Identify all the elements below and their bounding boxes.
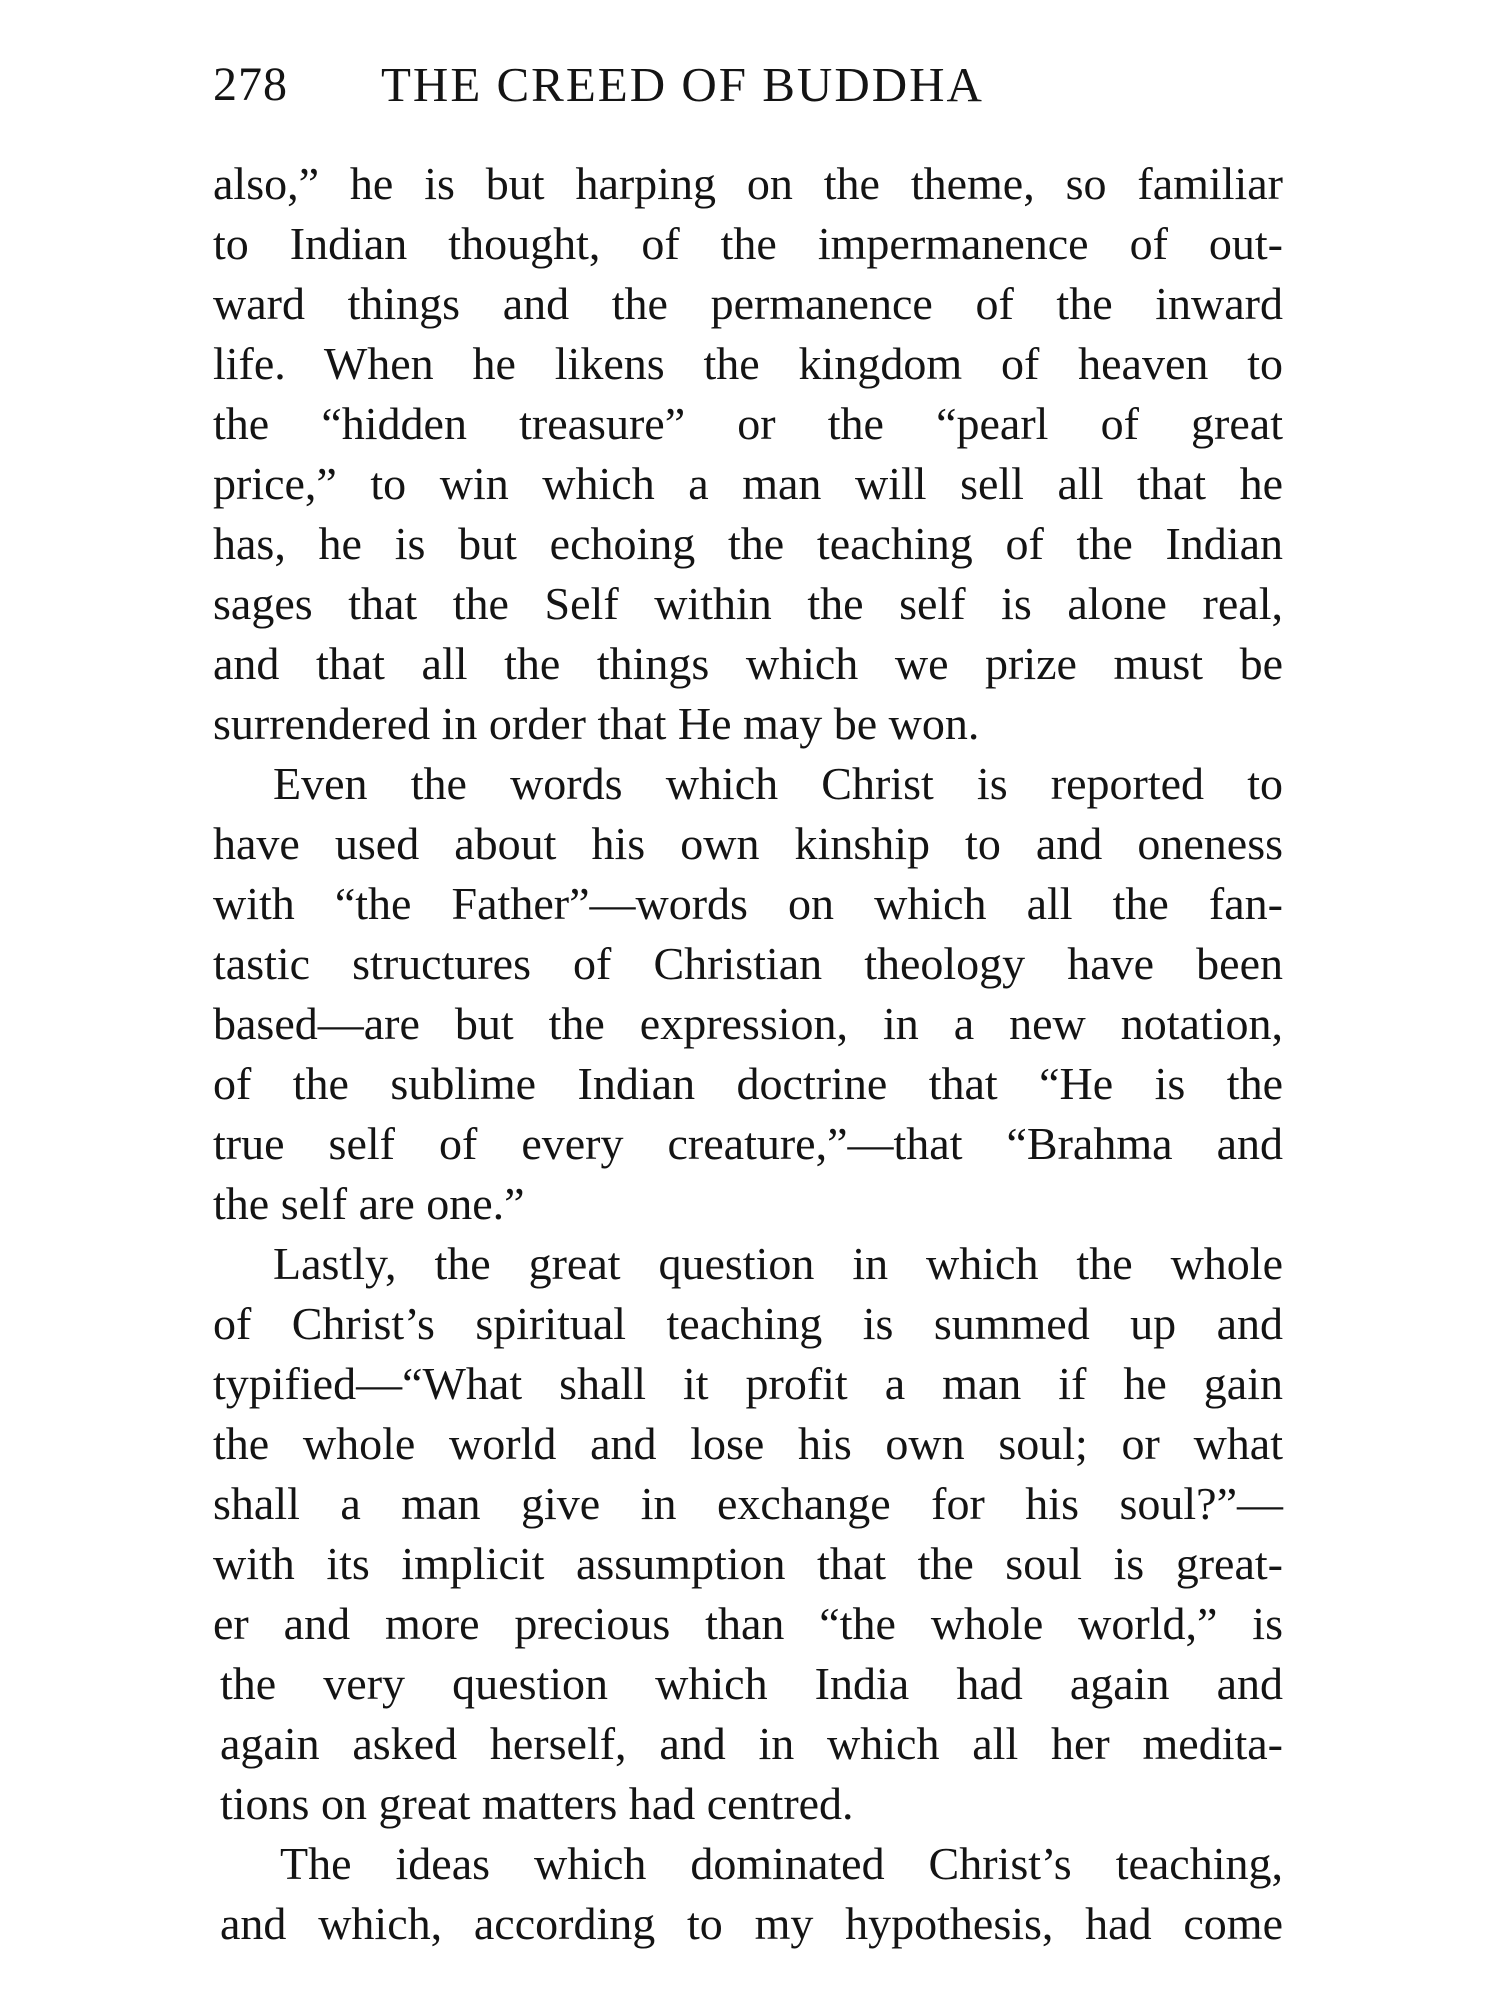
- text-line: of Christ’s spiritual teaching is summed up and: [213, 1298, 1283, 1349]
- text-line: have used about his own kinship to and oneness: [213, 818, 1283, 869]
- text-line: of the sublime Indian doctrine that “He is the: [213, 1058, 1283, 1109]
- text-line: true self of every creature,”—that “Brahma and: [213, 1118, 1283, 1169]
- text-line: the self are one.”: [213, 1178, 525, 1229]
- text-line: tastic structures of Christian theology have been: [213, 938, 1283, 989]
- text-line: tions on great matters had centred.: [220, 1778, 854, 1829]
- text-line: Even the words which Christ is reported to: [273, 758, 1283, 809]
- text-line: the very question which India had again and: [220, 1658, 1283, 1709]
- text-line: based—are but the expression, in a new notation,: [213, 998, 1283, 1049]
- text-line: sages that the Self within the self is alone real,: [213, 578, 1283, 629]
- text-line: with “the Father”—words on which all the fan-: [213, 878, 1283, 929]
- running-head: [213, 50, 1283, 120]
- text-line: ward things and the permanence of the inward: [213, 278, 1283, 329]
- text-line: The ideas which dominated Christ’s teaching,: [280, 1838, 1283, 1889]
- text-line: to Indian thought, of the impermanence of out-: [213, 218, 1283, 269]
- text-line: the whole world and lose his own soul; or what: [213, 1418, 1283, 1469]
- text-line: has, he is but echoing the teaching of the Indian: [213, 518, 1283, 569]
- text-line: the “hidden treasure” or the “pearl of great: [213, 398, 1283, 449]
- text-line: shall a man give in exchange for his soul?”—: [213, 1478, 1283, 1529]
- text-line: with its implicit assumption that the soul is great-: [213, 1538, 1283, 1589]
- text-line: Lastly, the great question in which the whole: [273, 1238, 1283, 1289]
- text-line: typified—“What shall it profit a man if he gain: [213, 1358, 1283, 1409]
- page-number: 278: [213, 58, 288, 111]
- text-line: also,” he is but harping on the theme, so familiar: [213, 158, 1283, 209]
- running-title: THE CREED OF BUDDHA: [381, 57, 984, 112]
- text-line: price,” to win which a man will sell all that he: [213, 458, 1283, 509]
- text-line: surrendered in order that He may be won.: [213, 698, 980, 749]
- text-line: life. When he likens the kingdom of heaven to: [213, 338, 1283, 389]
- text-line: and which, according to my hypothesis, had come: [220, 1898, 1283, 1949]
- text-line: and that all the things which we prize must be: [213, 638, 1283, 689]
- body-text: [213, 154, 1283, 1954]
- text-line: er and more precious than “the whole world,” is: [213, 1598, 1283, 1649]
- text-line: again asked herself, and in which all her medita-: [220, 1718, 1283, 1769]
